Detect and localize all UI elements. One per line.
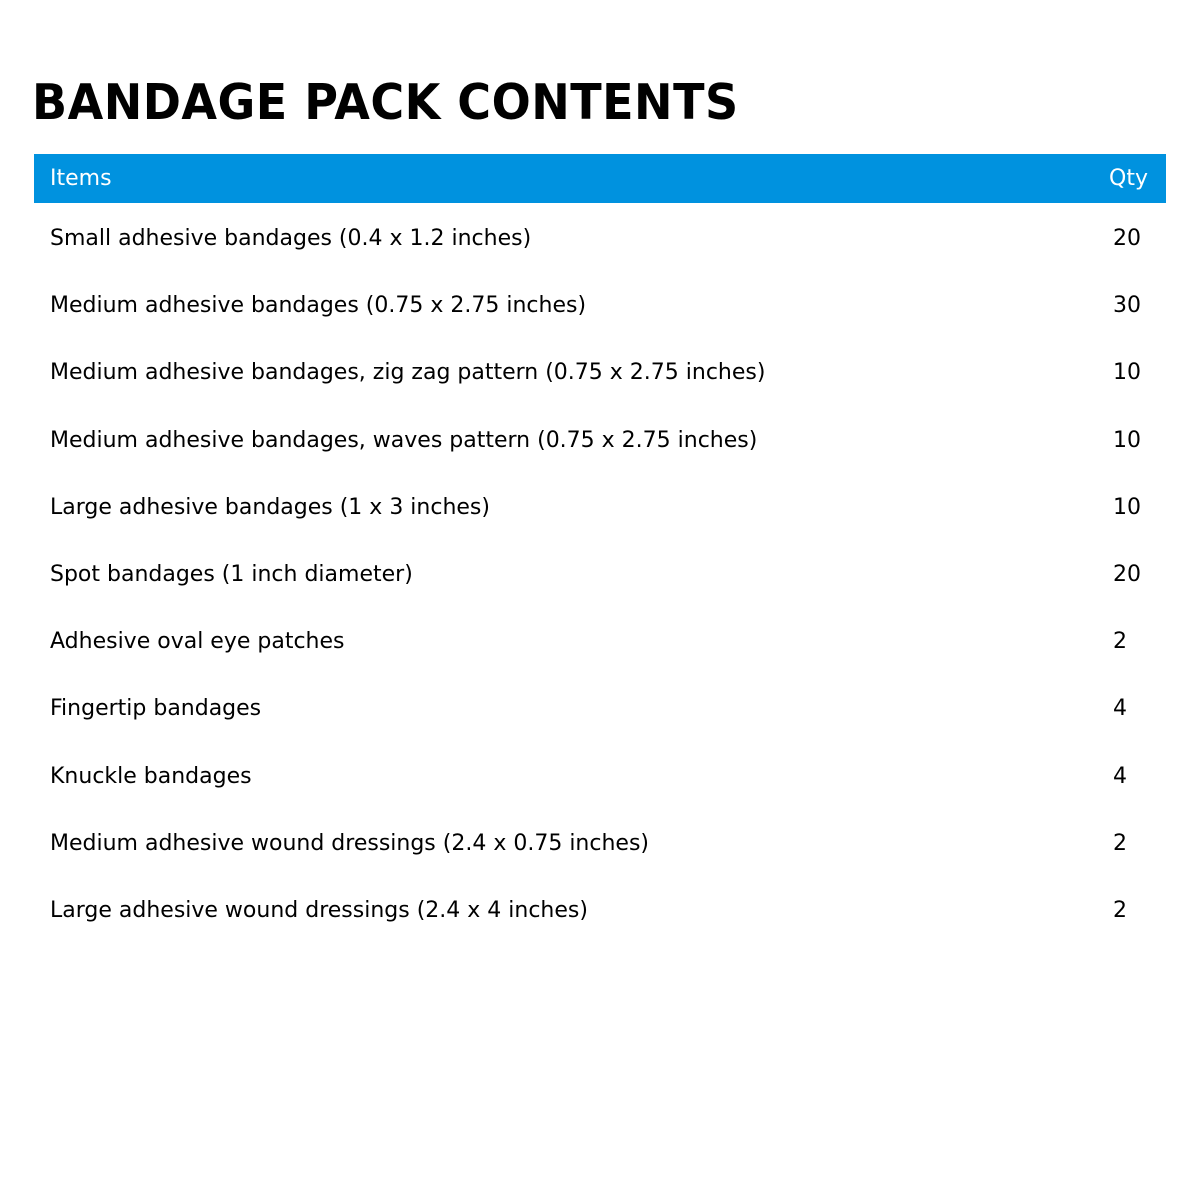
table-header xyxy=(34,154,1166,203)
table-row xyxy=(34,472,1166,539)
qty-cell: 2 xyxy=(1113,897,1127,923)
item-cell: Medium adhesive bandages, zig zag pattern (0.75 x 2.75 inches) xyxy=(50,360,766,386)
qty-cell: 10 xyxy=(1113,360,1141,386)
table-row xyxy=(34,337,1166,404)
qty-cell: 2 xyxy=(1113,830,1127,856)
item-cell: Medium adhesive wound dressings (2.4 x 0.75 inches) xyxy=(50,830,649,856)
table-row xyxy=(34,741,1166,808)
table-row xyxy=(34,270,1166,337)
qty-cell: 4 xyxy=(1113,696,1127,722)
item-cell: Spot bandages (1 inch diameter) xyxy=(50,561,413,587)
table-row xyxy=(34,808,1166,875)
qty-column-header: Qty xyxy=(1109,166,1148,191)
table-row xyxy=(34,203,1166,270)
item-cell: Fingertip bandages xyxy=(50,696,262,722)
item-cell: Adhesive oval eye patches xyxy=(50,629,345,655)
table-body xyxy=(34,203,1166,942)
item-cell: Large adhesive bandages (1 x 3 inches) xyxy=(50,494,490,520)
qty-cell: 10 xyxy=(1113,494,1141,520)
item-cell: Medium adhesive bandages (0.75 x 2.75 inches) xyxy=(50,293,587,319)
table-row xyxy=(34,673,1166,740)
qty-cell: 30 xyxy=(1113,293,1141,319)
table-row xyxy=(34,606,1166,673)
table-row xyxy=(34,405,1166,472)
qty-cell: 20 xyxy=(1113,561,1141,587)
qty-cell: 2 xyxy=(1113,629,1127,655)
page-title: BANDAGE PACK CONTENTS xyxy=(32,74,739,131)
item-cell: Medium adhesive bandages, waves pattern (0.75 x 2.75 inches) xyxy=(50,427,758,453)
table-row xyxy=(34,539,1166,606)
qty-cell: 10 xyxy=(1113,427,1141,453)
table-row xyxy=(34,875,1166,942)
items-column-header: Items xyxy=(50,166,112,191)
item-cell: Small adhesive bandages (0.4 x 1.2 inches) xyxy=(50,226,532,251)
qty-cell: 4 xyxy=(1113,763,1127,789)
qty-cell: 20 xyxy=(1113,226,1141,251)
item-cell: Knuckle bandages xyxy=(50,763,252,789)
contents-table xyxy=(34,154,1166,942)
item-cell: Large adhesive wound dressings (2.4 x 4 inches) xyxy=(50,897,588,923)
